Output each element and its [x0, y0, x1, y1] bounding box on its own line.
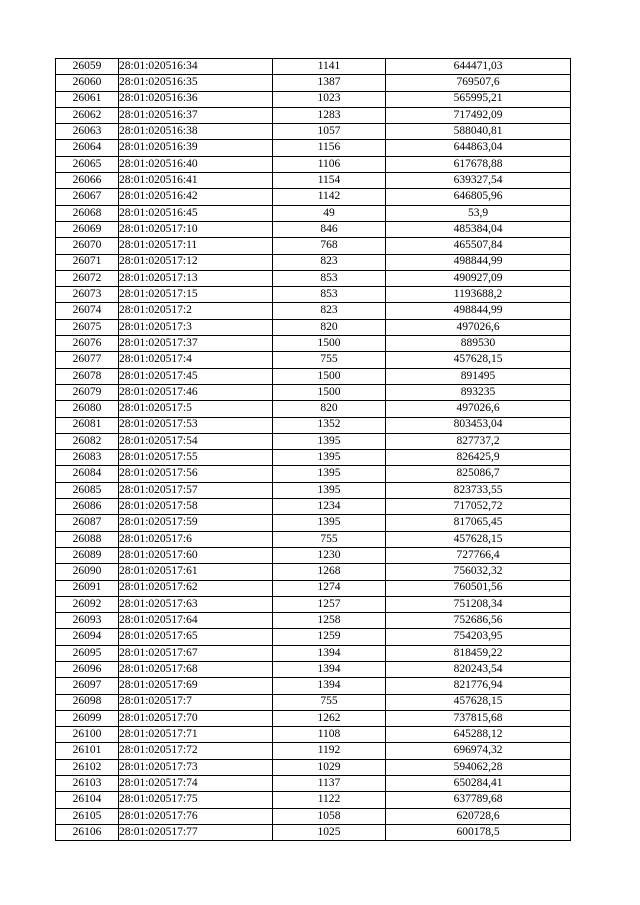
- cadastral-number-cell: 28:01:020517:74: [119, 776, 273, 792]
- area-cell: 755: [273, 352, 386, 368]
- cadastral-value-cell: 490927,09: [386, 270, 571, 286]
- cadastral-value-cell: 760501,56: [386, 580, 571, 596]
- cadastral-number-cell: 28:01:020517:68: [119, 661, 273, 677]
- area-cell: 1395: [273, 466, 386, 482]
- row-number-cell: 26094: [56, 629, 119, 645]
- cadastral-number-cell: 28:01:020517:62: [119, 580, 273, 596]
- cadastral-value-cell: 817065,45: [386, 515, 571, 531]
- row-number-cell: 26065: [56, 156, 119, 172]
- cadastral-number-cell: 28:01:020517:7: [119, 694, 273, 710]
- cadastral-value-cell: 565995,21: [386, 91, 571, 107]
- area-cell: 1500: [273, 336, 386, 352]
- cadastral-number-cell: 28:01:020517:15: [119, 287, 273, 303]
- row-number-cell: 26070: [56, 238, 119, 254]
- cadastral-value-cell: 821776,94: [386, 678, 571, 694]
- cadastral-value-cell: 620728,6: [386, 808, 571, 824]
- cadastral-number-cell: 28:01:020517:5: [119, 401, 273, 417]
- cadastral-value-cell: 465507,84: [386, 238, 571, 254]
- table-row: [56, 221, 571, 237]
- area-cell: 820: [273, 319, 386, 335]
- table-row: [56, 238, 571, 254]
- table-row: [56, 124, 571, 140]
- cadastral-number-cell: 28:01:020517:45: [119, 368, 273, 384]
- cadastral-value-cell: 889530: [386, 336, 571, 352]
- table-row: [56, 596, 571, 612]
- table-row: [56, 564, 571, 580]
- area-cell: 1230: [273, 547, 386, 563]
- table-row: [56, 303, 571, 319]
- row-number-cell: 26096: [56, 661, 119, 677]
- area-cell: 1057: [273, 124, 386, 140]
- cadastral-number-cell: 28:01:020517:12: [119, 254, 273, 270]
- row-number-cell: 26077: [56, 352, 119, 368]
- cadastral-number-cell: 28:01:020517:76: [119, 808, 273, 824]
- cadastral-value-cell: 497026,6: [386, 319, 571, 335]
- area-cell: 1259: [273, 629, 386, 645]
- area-cell: 1395: [273, 433, 386, 449]
- cadastral-value-cell: 826425,9: [386, 450, 571, 466]
- area-cell: 1137: [273, 776, 386, 792]
- row-number-cell: 26063: [56, 124, 119, 140]
- row-number-cell: 26095: [56, 645, 119, 661]
- area-cell: 1268: [273, 564, 386, 580]
- cadastral-number-cell: 28:01:020517:6: [119, 531, 273, 547]
- row-number-cell: 26083: [56, 450, 119, 466]
- table-row: [56, 547, 571, 563]
- cadastral-value-cell: 1193688,2: [386, 287, 571, 303]
- cadastral-number-cell: 28:01:020516:35: [119, 75, 273, 91]
- area-cell: 1108: [273, 727, 386, 743]
- area-cell: 1500: [273, 384, 386, 400]
- cadastral-number-cell: 28:01:020517:67: [119, 645, 273, 661]
- cadastral-number-cell: 28:01:020517:64: [119, 613, 273, 629]
- area-cell: 1283: [273, 107, 386, 123]
- table-row: [56, 401, 571, 417]
- table-row: [56, 694, 571, 710]
- cadastral-number-cell: 28:01:020517:55: [119, 450, 273, 466]
- row-number-cell: 26093: [56, 613, 119, 629]
- row-number-cell: 26059: [56, 59, 119, 75]
- cadastral-value-cell: 696974,32: [386, 743, 571, 759]
- row-number-cell: 26072: [56, 270, 119, 286]
- cadastral-value-cell: 717492,09: [386, 107, 571, 123]
- cadastral-number-cell: 28:01:020517:60: [119, 547, 273, 563]
- cadastral-value-table: [55, 58, 571, 841]
- cadastral-value-cell: 644863,04: [386, 140, 571, 156]
- table-row: [56, 189, 571, 205]
- row-number-cell: 26076: [56, 336, 119, 352]
- row-number-cell: 26086: [56, 499, 119, 515]
- cadastral-value-cell: 457628,15: [386, 352, 571, 368]
- row-number-cell: 26061: [56, 91, 119, 107]
- cadastral-number-cell: 28:01:020517:57: [119, 482, 273, 498]
- cadastral-value-cell: 600178,5: [386, 824, 571, 840]
- table-row: [56, 629, 571, 645]
- table-row: [56, 808, 571, 824]
- table-row: [56, 336, 571, 352]
- area-cell: 1106: [273, 156, 386, 172]
- area-cell: 755: [273, 531, 386, 547]
- table-row: [56, 759, 571, 775]
- table-row: [56, 824, 571, 840]
- table-body: [56, 59, 571, 841]
- cadastral-number-cell: 28:01:020516:34: [119, 59, 273, 75]
- cadastral-value-cell: 756032,32: [386, 564, 571, 580]
- cadastral-value-cell: 820243,54: [386, 661, 571, 677]
- row-number-cell: 26060: [56, 75, 119, 91]
- cadastral-number-cell: 28:01:020517:75: [119, 792, 273, 808]
- row-number-cell: 26075: [56, 319, 119, 335]
- area-cell: 755: [273, 694, 386, 710]
- table-row: [56, 91, 571, 107]
- cadastral-number-cell: 28:01:020517:53: [119, 417, 273, 433]
- area-cell: 1395: [273, 515, 386, 531]
- row-number-cell: 26085: [56, 482, 119, 498]
- table-row: [56, 776, 571, 792]
- area-cell: 1394: [273, 661, 386, 677]
- cadastral-value-cell: 498844,99: [386, 254, 571, 270]
- cadastral-value-cell: 803453,04: [386, 417, 571, 433]
- cadastral-value-cell: 818459,22: [386, 645, 571, 661]
- table-row: [56, 433, 571, 449]
- area-cell: 1274: [273, 580, 386, 596]
- cadastral-value-cell: 617678,88: [386, 156, 571, 172]
- cadastral-number-cell: 28:01:020517:58: [119, 499, 273, 515]
- table-row: [56, 205, 571, 221]
- cadastral-number-cell: 28:01:020517:77: [119, 824, 273, 840]
- cadastral-number-cell: 28:01:020516:38: [119, 124, 273, 140]
- table-row: [56, 515, 571, 531]
- area-cell: 1394: [273, 678, 386, 694]
- area-cell: 1395: [273, 450, 386, 466]
- cadastral-number-cell: 28:01:020516:37: [119, 107, 273, 123]
- table-row: [56, 450, 571, 466]
- area-cell: 1500: [273, 368, 386, 384]
- table-row: [56, 352, 571, 368]
- area-cell: 1234: [273, 499, 386, 515]
- area-cell: 49: [273, 205, 386, 221]
- cadastral-number-cell: 28:01:020517:4: [119, 352, 273, 368]
- table-row: [56, 499, 571, 515]
- cadastral-value-cell: 457628,15: [386, 694, 571, 710]
- area-cell: 846: [273, 221, 386, 237]
- row-number-cell: 26105: [56, 808, 119, 824]
- cadastral-value-cell: 594062,28: [386, 759, 571, 775]
- cadastral-value-cell: 646805,96: [386, 189, 571, 205]
- row-number-cell: 26078: [56, 368, 119, 384]
- row-number-cell: 26089: [56, 547, 119, 563]
- row-number-cell: 26088: [56, 531, 119, 547]
- cadastral-number-cell: 28:01:020516:41: [119, 173, 273, 189]
- cadastral-value-cell: 637789,68: [386, 792, 571, 808]
- row-number-cell: 26098: [56, 694, 119, 710]
- table-row: [56, 173, 571, 189]
- area-cell: 823: [273, 303, 386, 319]
- table-row: [56, 727, 571, 743]
- table-row: [56, 792, 571, 808]
- area-cell: 1192: [273, 743, 386, 759]
- cadastral-number-cell: 28:01:020517:13: [119, 270, 273, 286]
- table-row: [56, 319, 571, 335]
- cadastral-value-cell: 752686,56: [386, 613, 571, 629]
- table-row: [56, 59, 571, 75]
- row-number-cell: 26071: [56, 254, 119, 270]
- table-row: [56, 75, 571, 91]
- row-number-cell: 26079: [56, 384, 119, 400]
- row-number-cell: 26091: [56, 580, 119, 596]
- cadastral-value-cell: 891495: [386, 368, 571, 384]
- row-number-cell: 26068: [56, 205, 119, 221]
- cadastral-value-cell: 485384,04: [386, 221, 571, 237]
- area-cell: 1122: [273, 792, 386, 808]
- table-row: [56, 254, 571, 270]
- row-number-cell: 26082: [56, 433, 119, 449]
- row-number-cell: 26097: [56, 678, 119, 694]
- cadastral-number-cell: 28:01:020517:46: [119, 384, 273, 400]
- table-row: [56, 140, 571, 156]
- cadastral-number-cell: 28:01:020517:3: [119, 319, 273, 335]
- area-cell: 853: [273, 270, 386, 286]
- row-number-cell: 26100: [56, 727, 119, 743]
- area-cell: 1258: [273, 613, 386, 629]
- cadastral-number-cell: 28:01:020517:11: [119, 238, 273, 254]
- row-number-cell: 26062: [56, 107, 119, 123]
- area-cell: 1023: [273, 91, 386, 107]
- row-number-cell: 26099: [56, 710, 119, 726]
- cadastral-value-cell: 825086,7: [386, 466, 571, 482]
- area-cell: 1029: [273, 759, 386, 775]
- table-row: [56, 287, 571, 303]
- row-number-cell: 26069: [56, 221, 119, 237]
- row-number-cell: 26064: [56, 140, 119, 156]
- table-row: [56, 743, 571, 759]
- cadastral-value-cell: 498844,99: [386, 303, 571, 319]
- cadastral-value-cell: 645288,12: [386, 727, 571, 743]
- table-row: [56, 384, 571, 400]
- row-number-cell: 26104: [56, 792, 119, 808]
- cadastral-number-cell: 28:01:020517:37: [119, 336, 273, 352]
- cadastral-value-cell: 751208,34: [386, 596, 571, 612]
- cadastral-number-cell: 28:01:020517:59: [119, 515, 273, 531]
- row-number-cell: 26084: [56, 466, 119, 482]
- area-cell: 1141: [273, 59, 386, 75]
- row-number-cell: 26101: [56, 743, 119, 759]
- row-number-cell: 26080: [56, 401, 119, 417]
- row-number-cell: 26087: [56, 515, 119, 531]
- table-row: [56, 156, 571, 172]
- cadastral-number-cell: 28:01:020516:42: [119, 189, 273, 205]
- table-row: [56, 531, 571, 547]
- row-number-cell: 26074: [56, 303, 119, 319]
- area-cell: 768: [273, 238, 386, 254]
- cadastral-number-cell: 28:01:020517:70: [119, 710, 273, 726]
- cadastral-number-cell: 28:01:020517:56: [119, 466, 273, 482]
- table-row: [56, 417, 571, 433]
- table-row: [56, 107, 571, 123]
- cadastral-value-cell: 53,9: [386, 205, 571, 221]
- cadastral-number-cell: 28:01:020517:61: [119, 564, 273, 580]
- table-row: [56, 580, 571, 596]
- area-cell: 1352: [273, 417, 386, 433]
- table-row: [56, 466, 571, 482]
- cadastral-value-cell: 827737,2: [386, 433, 571, 449]
- cadastral-number-cell: 28:01:020517:72: [119, 743, 273, 759]
- cadastral-number-cell: 28:01:020517:54: [119, 433, 273, 449]
- row-number-cell: 26066: [56, 173, 119, 189]
- cadastral-value-cell: 727766,4: [386, 547, 571, 563]
- cadastral-number-cell: 28:01:020517:10: [119, 221, 273, 237]
- area-cell: 1154: [273, 173, 386, 189]
- cadastral-value-cell: 893235: [386, 384, 571, 400]
- table-row: [56, 613, 571, 629]
- area-cell: 1394: [273, 645, 386, 661]
- area-cell: 853: [273, 287, 386, 303]
- row-number-cell: 26103: [56, 776, 119, 792]
- area-cell: 1257: [273, 596, 386, 612]
- row-number-cell: 26102: [56, 759, 119, 775]
- cadastral-value-cell: 737815,68: [386, 710, 571, 726]
- area-cell: 1262: [273, 710, 386, 726]
- row-number-cell: 26092: [56, 596, 119, 612]
- table-row: [56, 368, 571, 384]
- table-row: [56, 710, 571, 726]
- cadastral-value-cell: 650284,41: [386, 776, 571, 792]
- row-number-cell: 26090: [56, 564, 119, 580]
- area-cell: 820: [273, 401, 386, 417]
- cadastral-number-cell: 28:01:020517:65: [119, 629, 273, 645]
- cadastral-number-cell: 28:01:020516:45: [119, 205, 273, 221]
- area-cell: 1025: [273, 824, 386, 840]
- table-row: [56, 661, 571, 677]
- cadastral-number-cell: 28:01:020516:40: [119, 156, 273, 172]
- cadastral-value-cell: 754203,95: [386, 629, 571, 645]
- table-row: [56, 270, 571, 286]
- table-row: [56, 482, 571, 498]
- row-number-cell: 26081: [56, 417, 119, 433]
- cadastral-value-cell: 588040,81: [386, 124, 571, 140]
- cadastral-value-cell: 639327,54: [386, 173, 571, 189]
- area-cell: 1142: [273, 189, 386, 205]
- area-cell: 1156: [273, 140, 386, 156]
- area-cell: 1058: [273, 808, 386, 824]
- area-cell: 1395: [273, 482, 386, 498]
- cadastral-number-cell: 28:01:020517:73: [119, 759, 273, 775]
- cadastral-value-cell: 497026,6: [386, 401, 571, 417]
- area-cell: 1387: [273, 75, 386, 91]
- row-number-cell: 26073: [56, 287, 119, 303]
- table-row: [56, 645, 571, 661]
- cadastral-value-cell: 717052,72: [386, 499, 571, 515]
- cadastral-value-cell: 457628,15: [386, 531, 571, 547]
- row-number-cell: 26067: [56, 189, 119, 205]
- cadastral-number-cell: 28:01:020516:36: [119, 91, 273, 107]
- cadastral-number-cell: 28:01:020517:2: [119, 303, 273, 319]
- cadastral-number-cell: 28:01:020517:63: [119, 596, 273, 612]
- cadastral-number-cell: 28:01:020517:69: [119, 678, 273, 694]
- cadastral-value-cell: 823733,55: [386, 482, 571, 498]
- cadastral-number-cell: 28:01:020517:71: [119, 727, 273, 743]
- row-number-cell: 26106: [56, 824, 119, 840]
- cadastral-value-cell: 769507,6: [386, 75, 571, 91]
- table-row: [56, 678, 571, 694]
- cadastral-number-cell: 28:01:020516:39: [119, 140, 273, 156]
- cadastral-value-cell: 644471,03: [386, 59, 571, 75]
- area-cell: 823: [273, 254, 386, 270]
